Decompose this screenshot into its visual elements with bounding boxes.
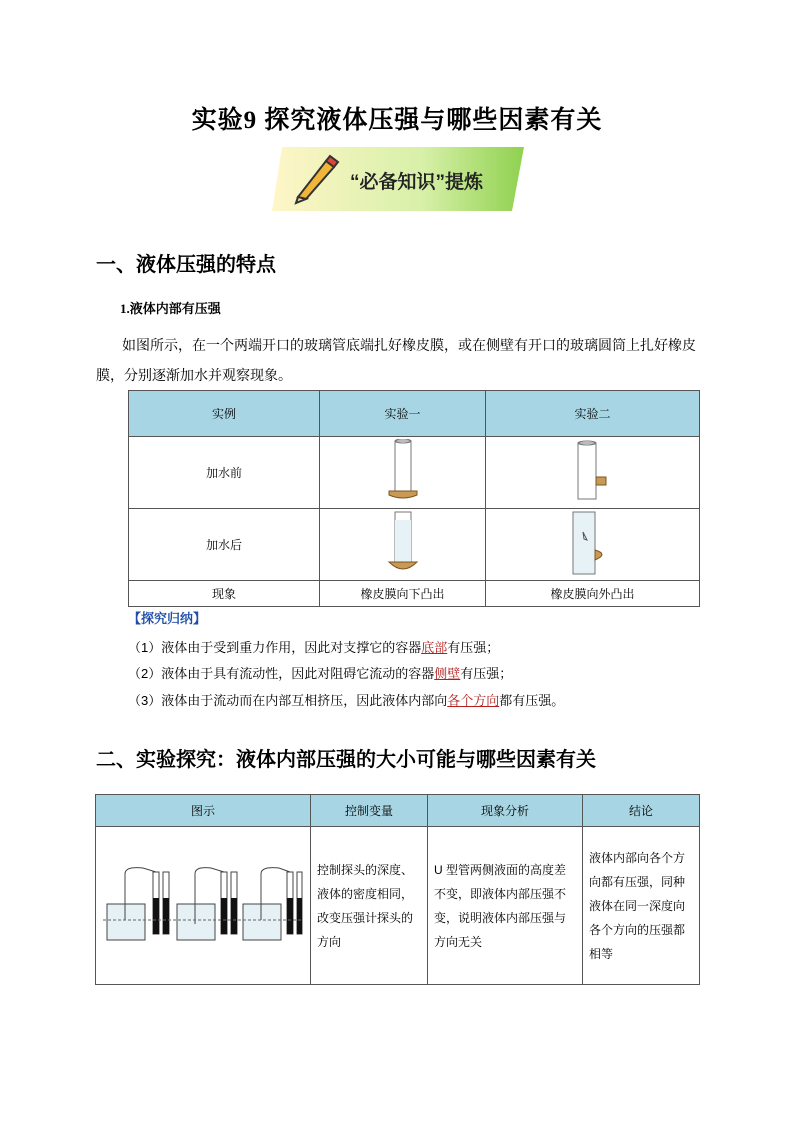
analysis: U 型管两侧液面的高度差不变，即液体内部压强不变，说明液体内部压强与方向无关 [428,827,583,985]
pressure-gauge-image [96,827,311,985]
summary-title: 【探究归纳】 [128,611,207,626]
cylinder-after-image [486,509,700,581]
subheading: 1.液体内部有压强 [120,301,221,316]
summary-text: 有压强； [460,666,513,681]
conclusion: 液体内部向各个方向都有压强，同种液体在同一深度向各个方向的压强都相等 [583,827,700,985]
summary-text: （1）液体由于受到重力作用，因此对支撑它的容器 [128,640,422,655]
summary-highlight: 各个方向 [447,693,500,708]
summary-line-3 [128,690,564,709]
banner-text: “必备知识”提炼 [350,172,484,193]
col-header: 控制变量 [311,795,428,827]
row-label: 加水前 [129,437,320,509]
row-label: 现象 [129,581,320,607]
page-title: 实验9 探究液体压强与哪些因素有关 [191,107,603,134]
row-label: 加水后 [129,509,320,581]
summary-highlight: 侧壁 [434,666,461,681]
tube-after-image [320,509,486,581]
col-header: 现象分析 [428,795,583,827]
intro-paragraph: 如图所示，在一个两端开口的玻璃管底端扎好橡皮膜，或在侧壁有开口的玻璃圆筒上扎好橡皮膜，分别逐渐加水并观察现象。 [96,337,696,383]
summary-text: 有压强； [447,640,500,655]
summary-line-1 [128,637,499,656]
col-header: 实验二 [486,391,700,437]
summary-text: 都有压强。 [499,693,565,708]
col-header: 图示 [96,795,311,827]
phenomenon-2: 橡皮膜向外凸出 [486,581,700,607]
col-header: 实验一 [320,391,486,437]
summary-text: （3）液体由于流动而在内部互相挤压，因此液体内部向 [128,693,448,708]
experiment-table [128,390,700,607]
summary-text: （2）液体由于具有流动性，因此对阻碍它流动的容器 [128,666,435,681]
col-header: 结论 [583,795,700,827]
summary-line-2 [128,663,512,682]
section1-heading: 一、液体压强的特点 [96,254,276,276]
col-header: 实例 [129,391,320,437]
control-variable: 控制探头的深度、液体的密度相同，改变压强计探头的方向 [311,827,428,985]
summary-highlight: 底部 [421,640,448,655]
tube-before-image [320,437,486,509]
cylinder-before-image [486,437,700,509]
inquiry-table [95,794,700,985]
section2-heading: 二、实验探究：液体内部压强的大小可能与哪些因素有关 [96,749,596,771]
phenomenon-1: 橡皮膜向下凸出 [320,581,486,607]
